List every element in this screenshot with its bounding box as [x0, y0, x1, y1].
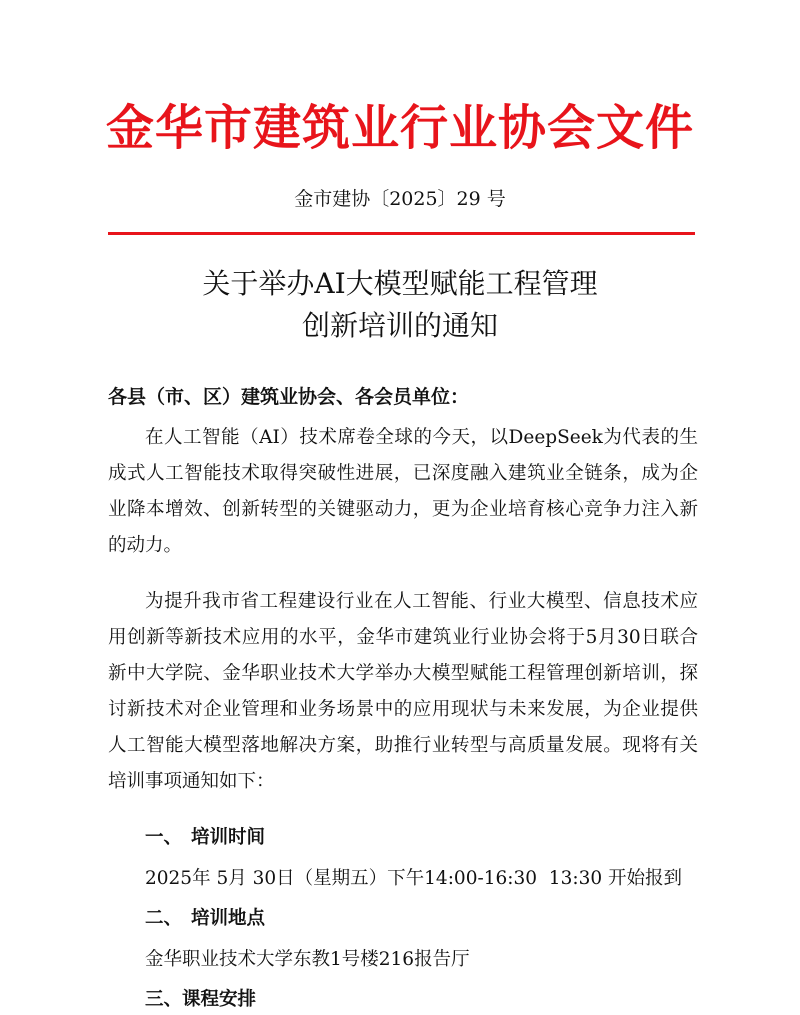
section-heading-location [145, 904, 265, 934]
section-heading-schedule [145, 985, 256, 1015]
purpose-paragraph: 为提升我市省工程建设行业在人工智能、行业大模型、信息技术应用创新等新技术应用的水平，金华市建筑业行业协会将于5月30日联合新中大学院、金华职业技术大学举办大模型赋能工程管理创新培训，探讨新技术对企业管理和业务场景中的应用现状与未来发展，为企业提供人工智能大模型落地解决方案，助推行业转型与高质量发展。现将有关培训事项通知如下： [108, 591, 698, 792]
issuing-org-title: 金华市建筑业行业协会文件 [105, 100, 694, 156]
section-number: 二、 [145, 908, 183, 929]
section-title: 培训地点 [191, 908, 266, 929]
training-time-text: 2025年 5月 30日（星期五）下午14:00-16:30 13:30 开始报到 [145, 868, 682, 889]
intro-paragraph: 在人工智能（AI）技术席卷全球的今天，以DeepSeek为代表的生成式人工智能技术取得突破性进展，已深度融入建筑业全链条，成为企业降本增效、创新转型的关键驱动力，更为企业培育核心竞争力注入新的动力。 [108, 427, 698, 556]
notice-title [0, 263, 800, 347]
section-number: 三、 [145, 989, 183, 1010]
section-number: 一、 [145, 827, 183, 848]
notice-title-line2: 创新培训的通知 [301, 309, 498, 342]
section-title: 课程安排 [182, 989, 257, 1010]
document-number: 金市建协〔2025〕29 号 [294, 188, 506, 210]
notice-title-line1: 关于举办AI大模型赋能工程管理 [202, 267, 598, 300]
section-heading-time [145, 823, 265, 853]
section-title: 培训时间 [191, 827, 266, 848]
salutation: 各县（市、区）建筑业协会、各会员单位： [108, 386, 470, 408]
header-divider [108, 232, 695, 235]
training-location-text: 金华职业技术大学东教1号楼216报告厅 [145, 949, 470, 970]
